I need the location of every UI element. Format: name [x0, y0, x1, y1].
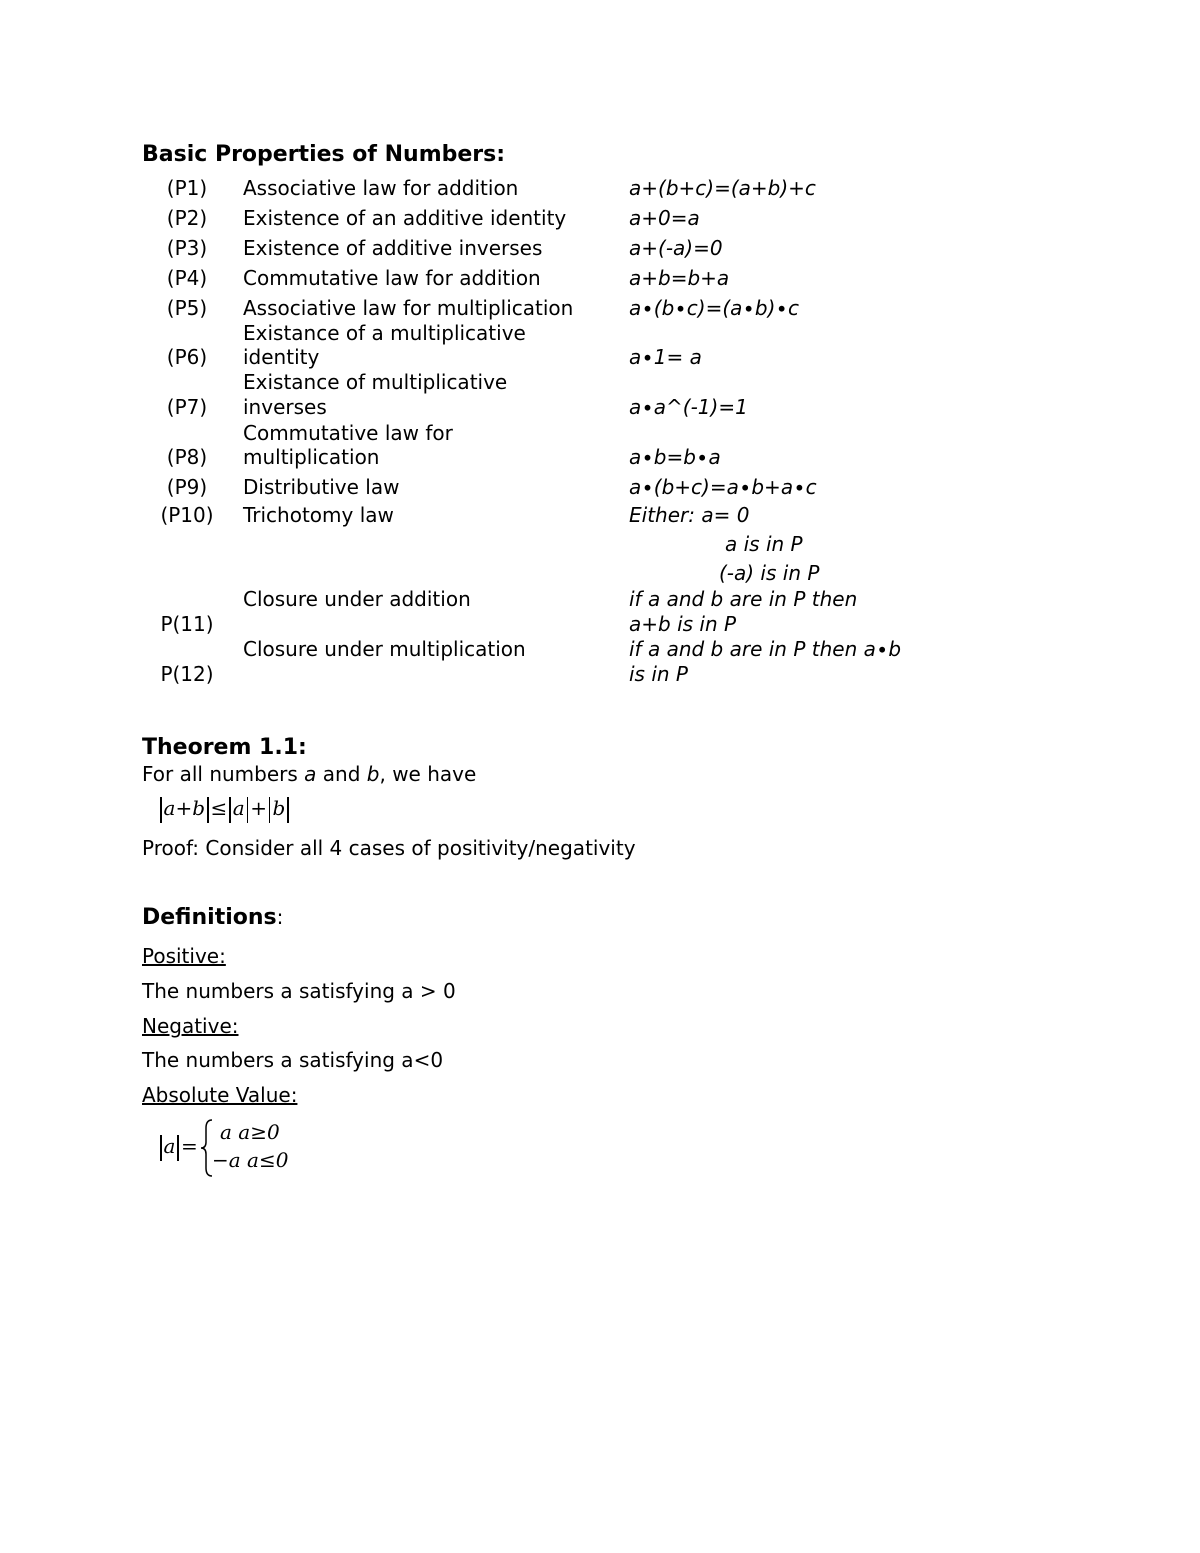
property-name: Existence of additive inverses: [243, 236, 543, 260]
property-id: (P1): [166, 176, 208, 200]
property-formula: Either: a= 0: [629, 503, 750, 527]
var-b: b: [366, 762, 380, 786]
property-name: inverses: [243, 395, 327, 419]
property-name: Existence of an additive identity: [243, 206, 567, 230]
abs-var: a: [163, 1134, 176, 1158]
negative-label: Negative:: [142, 1014, 239, 1038]
property-name: Associative law for multiplication: [243, 296, 574, 320]
definitions-heading: [142, 905, 283, 930]
property-name: multiplication: [243, 445, 380, 469]
property-name: Existance of a multiplicative: [243, 321, 526, 345]
property-id: (P5): [166, 296, 208, 320]
property-id: (P2): [166, 206, 208, 230]
statement-mid: and: [316, 762, 367, 786]
formula-plus: +: [175, 796, 193, 820]
property-formula: a∙b=b∙a: [629, 445, 721, 469]
definitions-title: Definitions: [142, 905, 277, 930]
property-name: Commutative law for addition: [243, 266, 541, 290]
property-id: (P4): [166, 266, 208, 290]
property-formula: a∙(b+c)=a∙b+a∙c: [629, 475, 817, 499]
statement-post: , we have: [379, 762, 477, 786]
statement-pre: For all numbers: [142, 762, 305, 786]
property-formula: a∙1= a: [629, 345, 702, 369]
section-title: Basic Properties of Numbers:: [142, 142, 506, 167]
positive-text: The numbers a satisfying a > 0: [142, 979, 456, 1003]
formula-plus2: +: [250, 796, 267, 820]
property-id: (P9): [166, 475, 208, 499]
property-formula: is in P: [629, 662, 688, 686]
formula-a2: a: [232, 796, 245, 820]
property-name: Trichotomy law: [243, 503, 394, 527]
formula-b2: b: [272, 796, 286, 820]
var-a: a: [304, 762, 317, 786]
triangle-inequality-formula: [158, 796, 291, 823]
proof-text: Proof: Consider all 4 cases of positivity/negativity: [142, 836, 636, 860]
formula-a: a: [163, 796, 176, 820]
absolute-value-label: Absolute Value:: [142, 1083, 298, 1107]
theorem-title: Theorem 1.1:: [142, 735, 307, 760]
property-formula: a+0=a: [629, 206, 700, 230]
formula-le: ≤: [210, 796, 228, 820]
theorem-statement: [142, 762, 476, 786]
property-formula: a+b is in P: [629, 612, 737, 636]
property-id: (P3): [166, 236, 208, 260]
property-id: (P7): [166, 395, 208, 419]
property-name: Associative law for addition: [243, 176, 519, 200]
abs-lhs: [158, 1134, 198, 1161]
property-formula: a is in P: [725, 532, 803, 556]
property-name: Distributive law: [243, 475, 400, 499]
definitions-colon: :: [276, 905, 284, 929]
property-formula: a+(b+c)=(a+b)+c: [629, 176, 816, 200]
formula-b: b: [192, 796, 206, 820]
positive-label: Positive:: [142, 944, 226, 968]
property-name: Commutative law for: [243, 421, 453, 445]
property-id: (P10): [160, 503, 214, 527]
property-id: (P8): [166, 445, 208, 469]
property-formula: if a and b are in P then a∙b: [629, 637, 902, 661]
property-name: Closure under multiplication: [243, 637, 526, 661]
abs-case-2: −a a≤0: [212, 1148, 289, 1172]
property-id: P(11): [160, 612, 214, 636]
negative-text: The numbers a satisfying a<0: [142, 1048, 444, 1072]
property-name: identity: [243, 345, 320, 369]
property-id: (P6): [166, 345, 208, 369]
abs-case-1: a a≥0: [220, 1120, 280, 1144]
property-id: P(12): [160, 662, 214, 686]
property-name: Closure under addition: [243, 587, 471, 611]
property-formula: a+(-a)=0: [629, 236, 723, 260]
property-formula: a∙a^(-1)=1: [629, 395, 748, 419]
property-formula: if a and b are in P then: [629, 587, 858, 611]
property-name: Existance of multiplicative: [243, 370, 508, 394]
property-formula: a+b=b+a: [629, 266, 730, 290]
property-formula: (-a) is in P: [719, 561, 820, 585]
abs-eq: =: [180, 1134, 198, 1158]
property-formula: a∙(b∙c)=(a∙b)∙c: [629, 296, 799, 320]
